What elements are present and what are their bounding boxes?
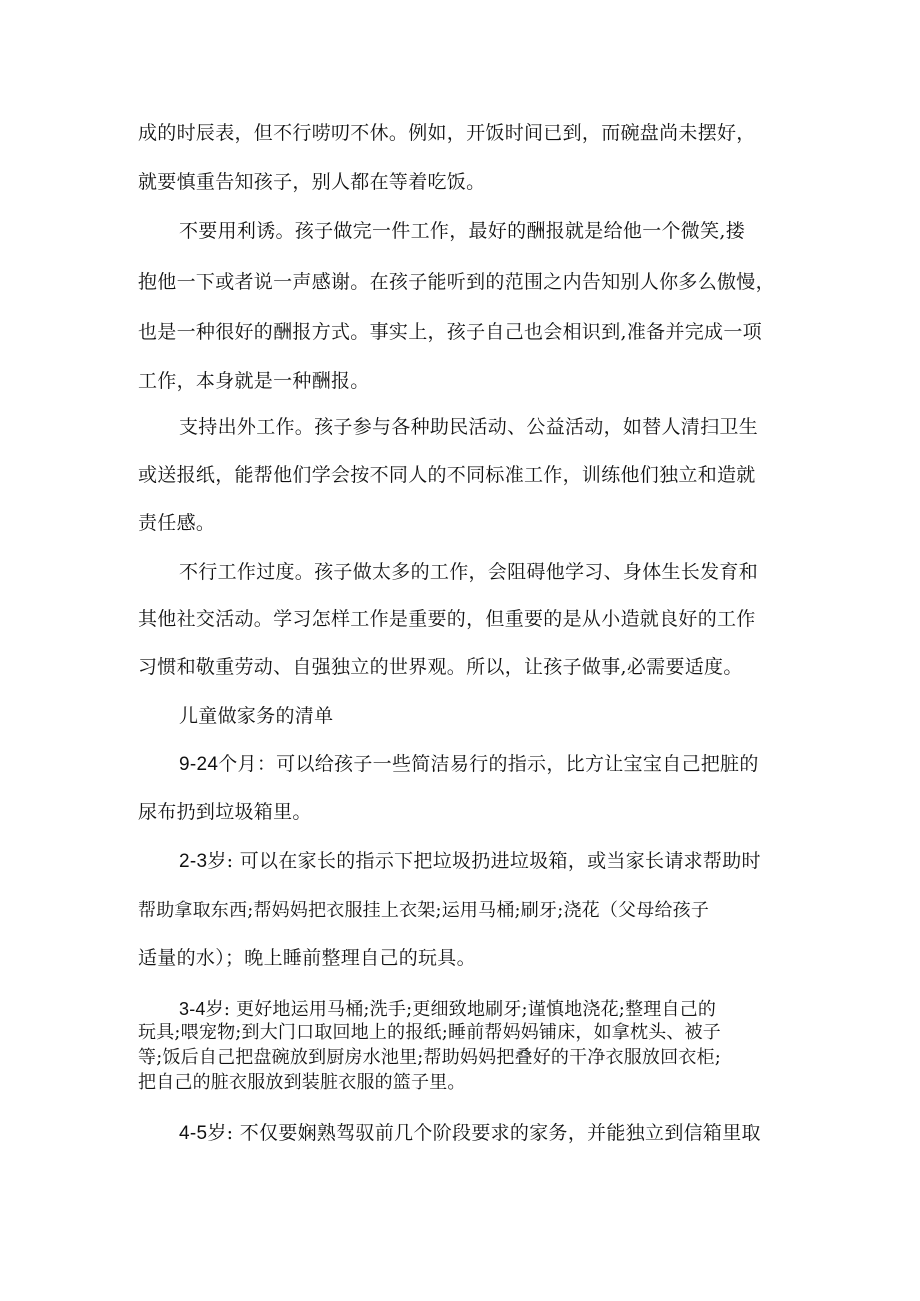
age-range-label: 4-5: [179, 1123, 208, 1144]
text-line: 把自己的脏衣服放到装脏衣服的篮子里。: [138, 1072, 466, 1093]
age-unit-label: 岁:: [205, 999, 237, 1020]
text-line: 责任感。: [138, 512, 216, 534]
text-line: 等;饭后自己把盘碗放到厨房水池里;帮助妈妈把叠好的干净衣服放回衣柜;: [138, 1047, 721, 1068]
age-range-label: 2-3: [179, 851, 208, 872]
age-unit-label: 岁:: [207, 850, 240, 872]
text-line: 其他社交活动。学习怎样工作是重要的，但重要的是从小造就良好的工作: [138, 608, 756, 630]
age-item-text: 可以给孩子一些简洁易行的指示，比方让宝宝自己把脏的: [276, 753, 759, 775]
paragraph-start: 支持出外工作。孩子参与各种助民活动、公益活动，如替人清扫卫生: [179, 416, 759, 438]
text-line: 习惯和敬重劳动、自强独立的世界观。所以，让孩子做事,必需要适度。: [138, 656, 743, 678]
age-item-text: 可以在家长的指示下把垃圾扔进垃圾箱，或当家长请求帮助时: [239, 850, 761, 872]
text-line: 也是一种很好的酬报方式。事实上，孩子自己也会相识到,准备并完成一项: [138, 321, 762, 343]
age-unit-label: 岁:: [207, 1122, 240, 1144]
age-unit-label: 个月：: [218, 753, 277, 775]
paragraph-start: 不行工作过度。孩子做太多的工作，会阻碍他学习、身体生长发育和: [179, 561, 759, 583]
text-line: 或送报纸，能帮他们学会按不同人的不同标准工作，训练他们独立和造就: [138, 464, 756, 486]
age-item-4-5-years: [179, 1121, 761, 1146]
text-line: 工作，本身就是一种酬报。: [138, 370, 370, 392]
text-line: 尿布扔到垃圾箱里。: [138, 801, 312, 823]
age-item-9-24-months: [179, 752, 759, 777]
text-line: 适量的水）；晚上睡前整理自己的玩具。: [138, 947, 476, 969]
text-line: 玩具;喂宠物;到大门口取回地上的报纸;睡前帮妈妈铺床，如拿枕头、被子: [138, 1022, 721, 1043]
section-heading: 儿童做家务的清单: [179, 705, 334, 727]
age-range-label: 3-4: [179, 999, 206, 1019]
text-line: 抱他一下或者说一声感谢。在孩子能听到的范围之内告知别人你多么傲慢，: [138, 271, 775, 293]
text-line: 帮助拿取东西;帮妈妈把衣服挂上衣架;运用马桶;刷牙;浇花（父母给孩子: [138, 900, 710, 921]
age-range-label: 9-24: [179, 754, 219, 775]
text-line: 成的时辰表，但不行唠叨不休。例如，开饭时间已到，而碗盘尚未摆好，: [138, 122, 756, 144]
age-item-2-3-years: [179, 849, 761, 874]
text-line: 就要慎重告知孩子，别人都在等着吃饭。: [138, 171, 486, 193]
age-item-3-4-years: [179, 997, 716, 1022]
paragraph-start: 不要用利诱。孩子做完一件工作，最好的酬报就是给他一个微笑,搂: [179, 220, 746, 242]
age-item-text: 不仅要娴熟驾驭前几个阶段要求的家务，并能独立到信箱里取: [239, 1122, 761, 1144]
age-item-text: 更好地运用马桶;洗手;更细致地刷牙;谨慎地浇花;整理自己的: [236, 999, 717, 1020]
